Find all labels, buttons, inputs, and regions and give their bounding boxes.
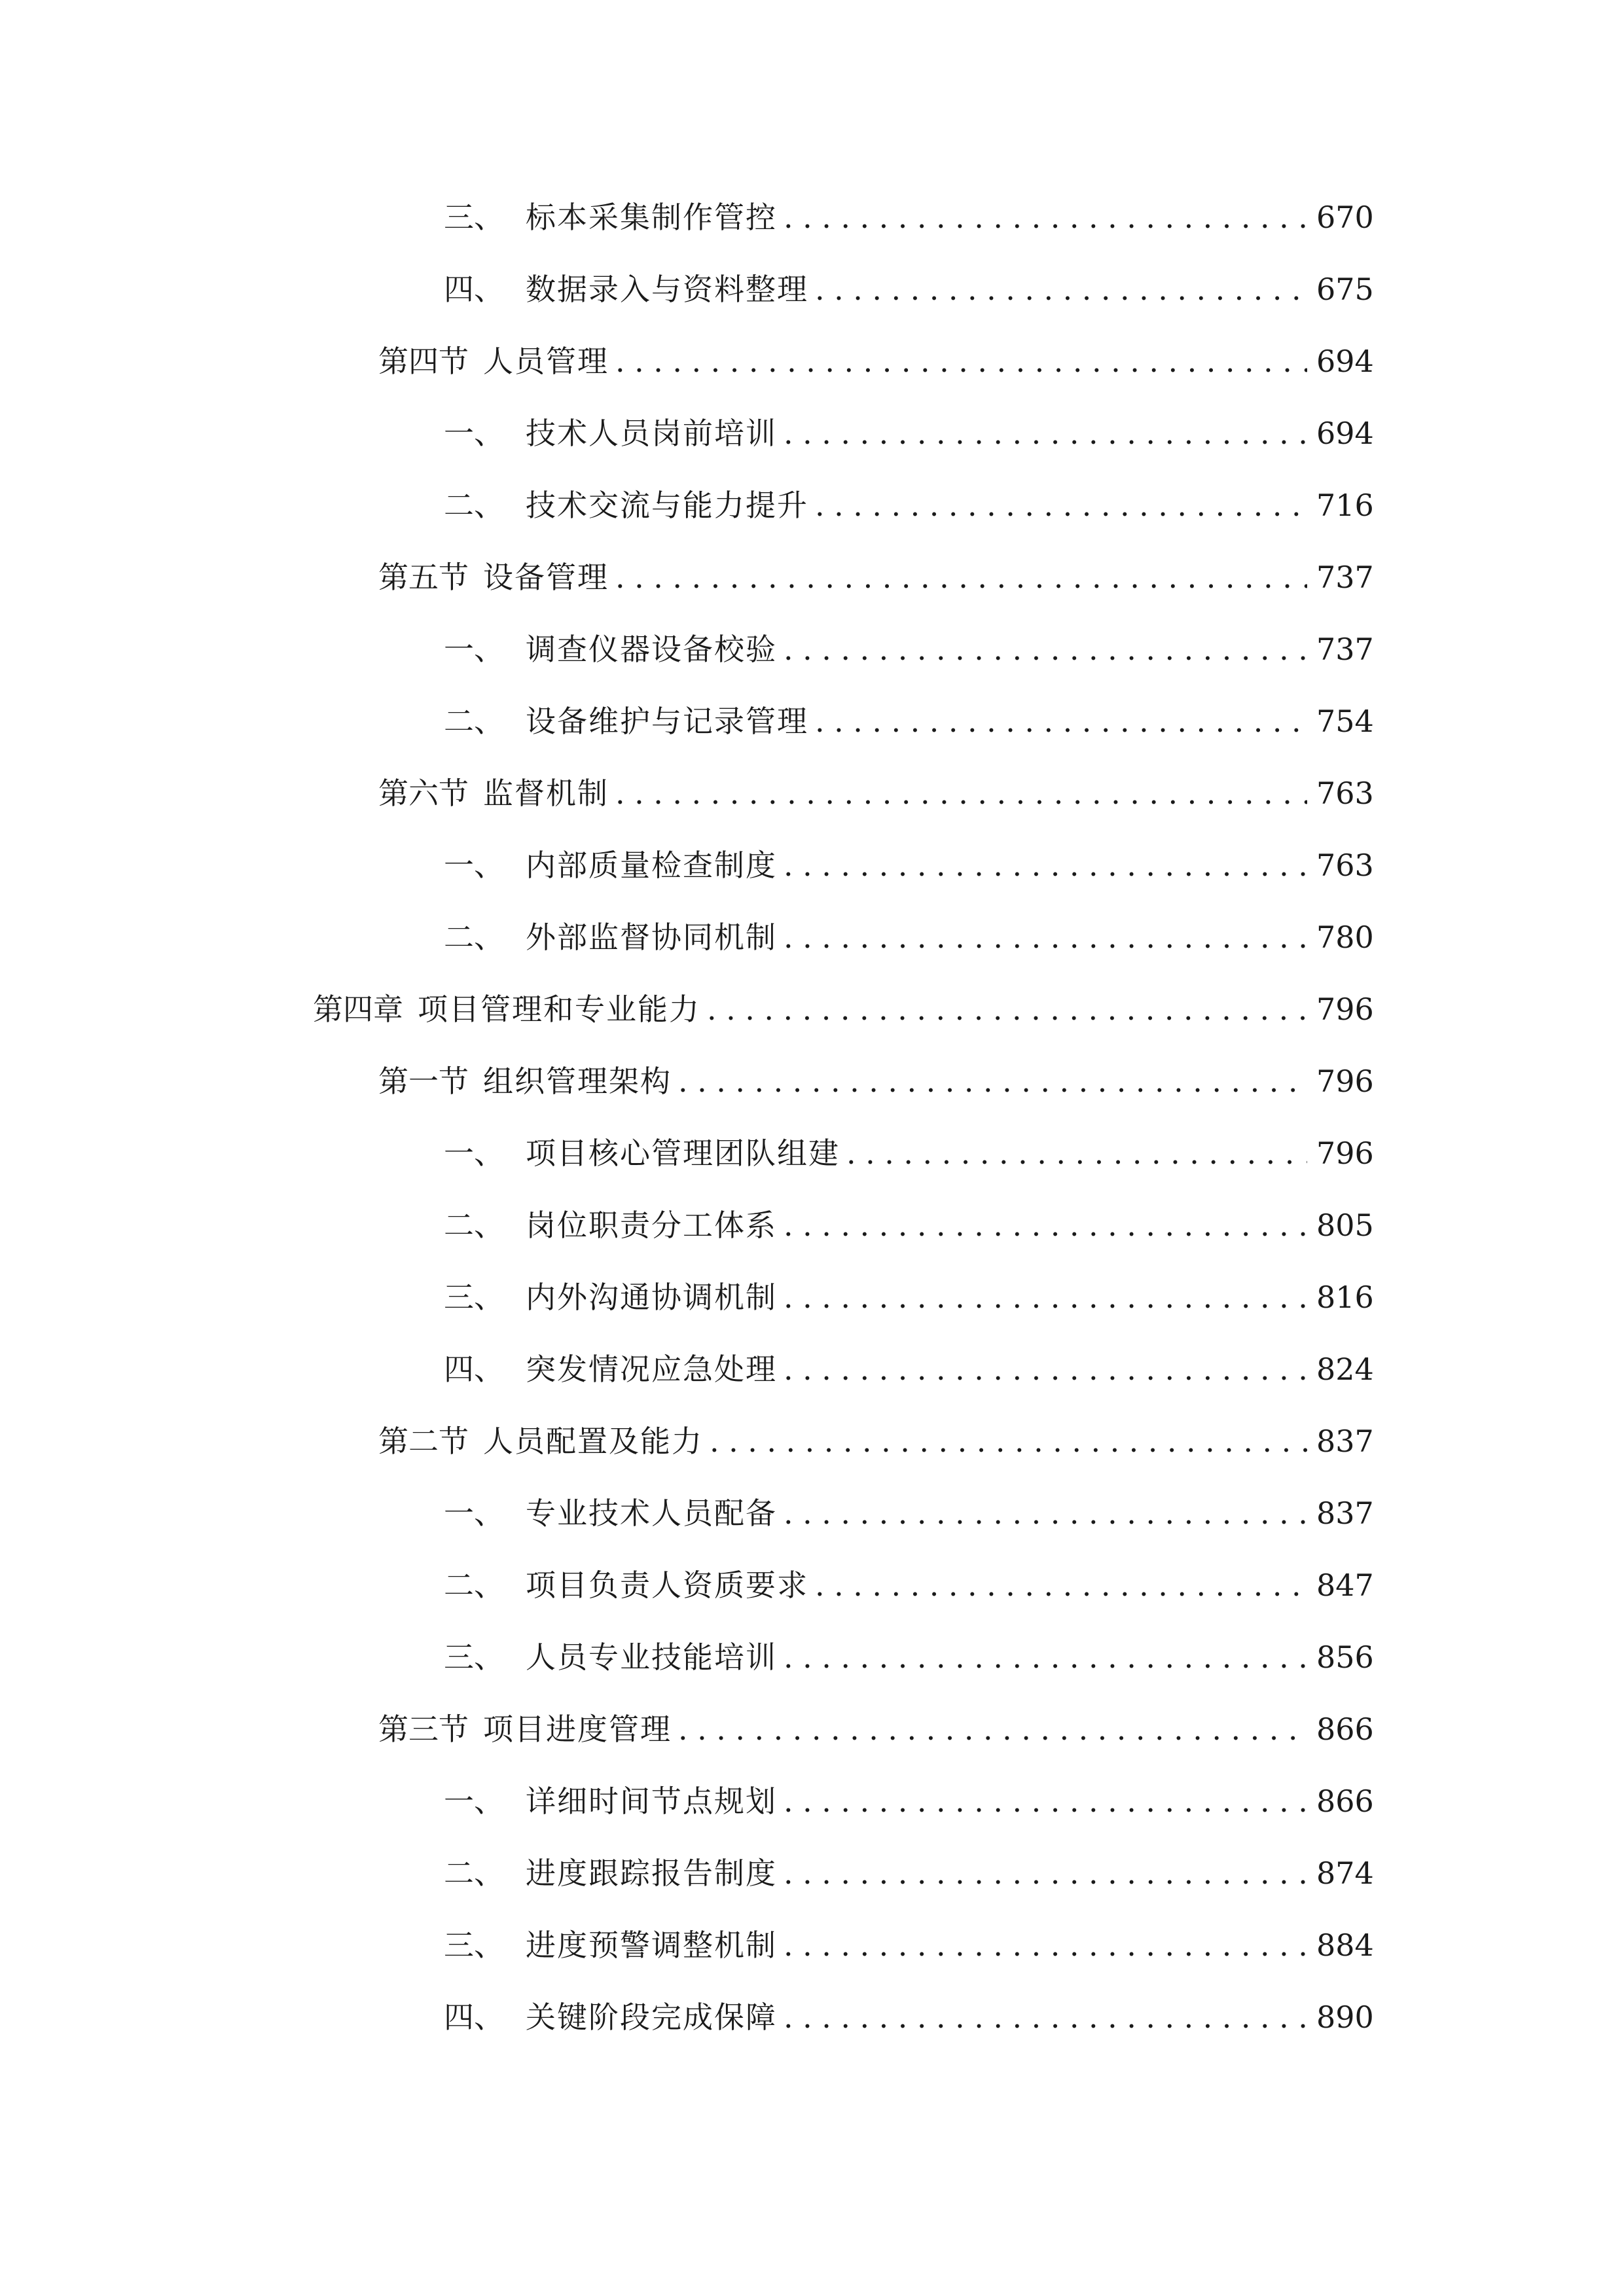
page-number: 796 bbox=[1316, 992, 1374, 1027]
entry-number: 第四章 bbox=[313, 992, 403, 1027]
entry-title: 人员管理 bbox=[483, 344, 609, 379]
entry-title: 进度跟踪报告制度 bbox=[526, 1856, 777, 1891]
entry-number: 一、 bbox=[444, 632, 504, 667]
toc-entry[interactable] bbox=[378, 767, 1374, 819]
toc-entry[interactable] bbox=[444, 1919, 1374, 1971]
page-number: 884 bbox=[1316, 1928, 1374, 1963]
dot-leader bbox=[784, 191, 1307, 243]
dot-leader bbox=[784, 623, 1307, 675]
toc-entry[interactable] bbox=[444, 1559, 1374, 1611]
toc-entry[interactable] bbox=[378, 1055, 1374, 1107]
toc-entry[interactable] bbox=[444, 1271, 1374, 1323]
entry-title: 岗位职责分工体系 bbox=[526, 1208, 777, 1243]
toc-entry[interactable] bbox=[378, 335, 1374, 387]
page-number: 837 bbox=[1316, 1496, 1374, 1531]
entry-number: 第六节 bbox=[378, 776, 469, 811]
entry-title: 数据录入与资料整理 bbox=[526, 272, 808, 307]
toc-entry[interactable] bbox=[444, 263, 1374, 315]
page-number: 796 bbox=[1316, 1136, 1374, 1171]
dot-leader bbox=[784, 1847, 1307, 1899]
page-number: 763 bbox=[1316, 848, 1374, 883]
dot-leader bbox=[784, 1775, 1307, 1827]
page-number: 737 bbox=[1316, 632, 1374, 667]
entry-number: 一、 bbox=[444, 1496, 504, 1531]
entry-title: 外部监督协同机制 bbox=[526, 920, 777, 955]
entry-title: 项目核心管理团队组建 bbox=[526, 1136, 840, 1171]
toc-entry[interactable] bbox=[378, 1415, 1374, 1467]
dot-leader bbox=[784, 1271, 1307, 1323]
entry-number: 第一节 bbox=[378, 1064, 469, 1099]
toc-entry[interactable] bbox=[444, 479, 1374, 531]
entry-number: 第三节 bbox=[378, 1712, 469, 1747]
toc-entry[interactable] bbox=[444, 191, 1374, 243]
entry-title: 关键阶段完成保障 bbox=[526, 2000, 777, 2035]
toc-entry[interactable] bbox=[444, 623, 1374, 675]
dot-leader bbox=[615, 551, 1307, 603]
entry-title: 标本采集制作管控 bbox=[526, 200, 777, 235]
toc-entry[interactable] bbox=[444, 695, 1374, 747]
page-number: 670 bbox=[1316, 200, 1374, 235]
dot-leader bbox=[784, 911, 1307, 963]
toc-entry[interactable] bbox=[378, 1703, 1374, 1755]
page-number: 694 bbox=[1316, 416, 1374, 451]
entry-number: 一、 bbox=[444, 1136, 504, 1171]
entry-number: 第四节 bbox=[378, 344, 469, 379]
toc-entry[interactable] bbox=[444, 911, 1374, 963]
dot-leader bbox=[815, 1559, 1307, 1611]
entry-title: 专业技术人员配备 bbox=[526, 1496, 777, 1531]
entry-title: 设备管理 bbox=[483, 560, 609, 595]
dot-leader bbox=[678, 1055, 1307, 1107]
entry-title: 设备维护与记录管理 bbox=[526, 704, 808, 739]
entry-title: 组织管理架构 bbox=[483, 1064, 672, 1099]
page-number: 796 bbox=[1316, 1064, 1374, 1099]
entry-number: 二、 bbox=[444, 704, 504, 739]
entry-title: 突发情况应急处理 bbox=[526, 1352, 777, 1387]
page-number: 866 bbox=[1316, 1712, 1374, 1747]
dot-leader bbox=[784, 1199, 1307, 1251]
toc-entry[interactable] bbox=[444, 839, 1374, 891]
dot-leader bbox=[846, 1127, 1307, 1179]
entry-title: 技术交流与能力提升 bbox=[526, 488, 808, 523]
page-number: 763 bbox=[1316, 776, 1374, 811]
entry-number: 第二节 bbox=[378, 1424, 469, 1459]
dot-leader bbox=[710, 1415, 1307, 1467]
page-number: 780 bbox=[1316, 920, 1374, 955]
entry-number: 一、 bbox=[444, 1784, 504, 1819]
entry-number: 三、 bbox=[444, 1928, 504, 1963]
page-number: 737 bbox=[1316, 560, 1374, 595]
dot-leader bbox=[784, 1487, 1307, 1539]
dot-leader bbox=[784, 407, 1307, 459]
dot-leader bbox=[784, 1343, 1307, 1395]
entry-number: 第五节 bbox=[378, 560, 469, 595]
toc-entry[interactable] bbox=[444, 407, 1374, 459]
toc-entry[interactable] bbox=[444, 1127, 1374, 1179]
toc-entry[interactable] bbox=[444, 1631, 1374, 1683]
dot-leader bbox=[707, 983, 1307, 1035]
dot-leader bbox=[784, 1919, 1307, 1971]
entry-number: 二、 bbox=[444, 1208, 504, 1243]
page-number: 856 bbox=[1316, 1640, 1374, 1675]
dot-leader bbox=[815, 695, 1307, 747]
entry-number: 四、 bbox=[444, 1352, 504, 1387]
page-number: 694 bbox=[1316, 344, 1374, 379]
toc-entry[interactable] bbox=[444, 1991, 1374, 2043]
entry-number: 二、 bbox=[444, 1568, 504, 1603]
entry-number: 三、 bbox=[444, 200, 504, 235]
entry-title: 项目管理和专业能力 bbox=[418, 992, 700, 1027]
dot-leader bbox=[784, 1631, 1307, 1683]
page-number: 866 bbox=[1316, 1784, 1374, 1819]
dot-leader bbox=[615, 335, 1307, 387]
toc-entry[interactable] bbox=[444, 1199, 1374, 1251]
entry-title: 技术人员岗前培训 bbox=[526, 416, 777, 451]
page-number: 874 bbox=[1316, 1856, 1374, 1891]
toc-entry[interactable] bbox=[444, 1775, 1374, 1827]
entry-title: 监督机制 bbox=[483, 776, 609, 811]
entry-title: 人员专业技能培训 bbox=[526, 1640, 777, 1675]
page-number: 847 bbox=[1316, 1568, 1374, 1603]
page-number: 716 bbox=[1316, 488, 1374, 523]
page-number: 754 bbox=[1316, 704, 1374, 739]
entry-title: 详细时间节点规划 bbox=[526, 1784, 777, 1819]
entry-number: 四、 bbox=[444, 272, 504, 307]
entry-number: 二、 bbox=[444, 1856, 504, 1891]
toc-entry[interactable] bbox=[444, 1343, 1374, 1395]
entry-title: 人员配置及能力 bbox=[483, 1424, 703, 1459]
dot-leader bbox=[784, 1991, 1307, 2043]
entry-number: 一、 bbox=[444, 848, 504, 883]
page-number: 837 bbox=[1316, 1424, 1374, 1459]
dot-leader bbox=[615, 767, 1307, 819]
page-number: 890 bbox=[1316, 2000, 1374, 2035]
page-number: 816 bbox=[1316, 1280, 1374, 1315]
dot-leader bbox=[815, 263, 1307, 315]
toc-entry[interactable] bbox=[444, 1847, 1374, 1899]
entry-title: 进度预警调整机制 bbox=[526, 1928, 777, 1963]
entry-number: 三、 bbox=[444, 1640, 504, 1675]
dot-leader bbox=[815, 479, 1307, 531]
entry-number: 一、 bbox=[444, 416, 504, 451]
page-number: 805 bbox=[1316, 1208, 1374, 1243]
page-number: 824 bbox=[1316, 1352, 1374, 1387]
dot-leader bbox=[784, 839, 1307, 891]
dot-leader bbox=[678, 1703, 1307, 1755]
toc-entry[interactable] bbox=[378, 551, 1374, 603]
entry-title: 内部质量检查制度 bbox=[526, 848, 777, 883]
toc-entry[interactable] bbox=[444, 1487, 1374, 1539]
entry-number: 二、 bbox=[444, 488, 504, 523]
page-number: 675 bbox=[1316, 272, 1374, 307]
entry-title: 项目负责人资质要求 bbox=[526, 1568, 808, 1603]
entry-number: 二、 bbox=[444, 920, 504, 955]
entry-number: 四、 bbox=[444, 2000, 504, 2035]
entry-title: 内外沟通协调机制 bbox=[526, 1280, 777, 1315]
toc-entry[interactable] bbox=[313, 983, 1374, 1035]
entry-number: 三、 bbox=[444, 1280, 504, 1315]
entry-title: 项目进度管理 bbox=[483, 1712, 672, 1747]
entry-title: 调查仪器设备校验 bbox=[526, 632, 777, 667]
